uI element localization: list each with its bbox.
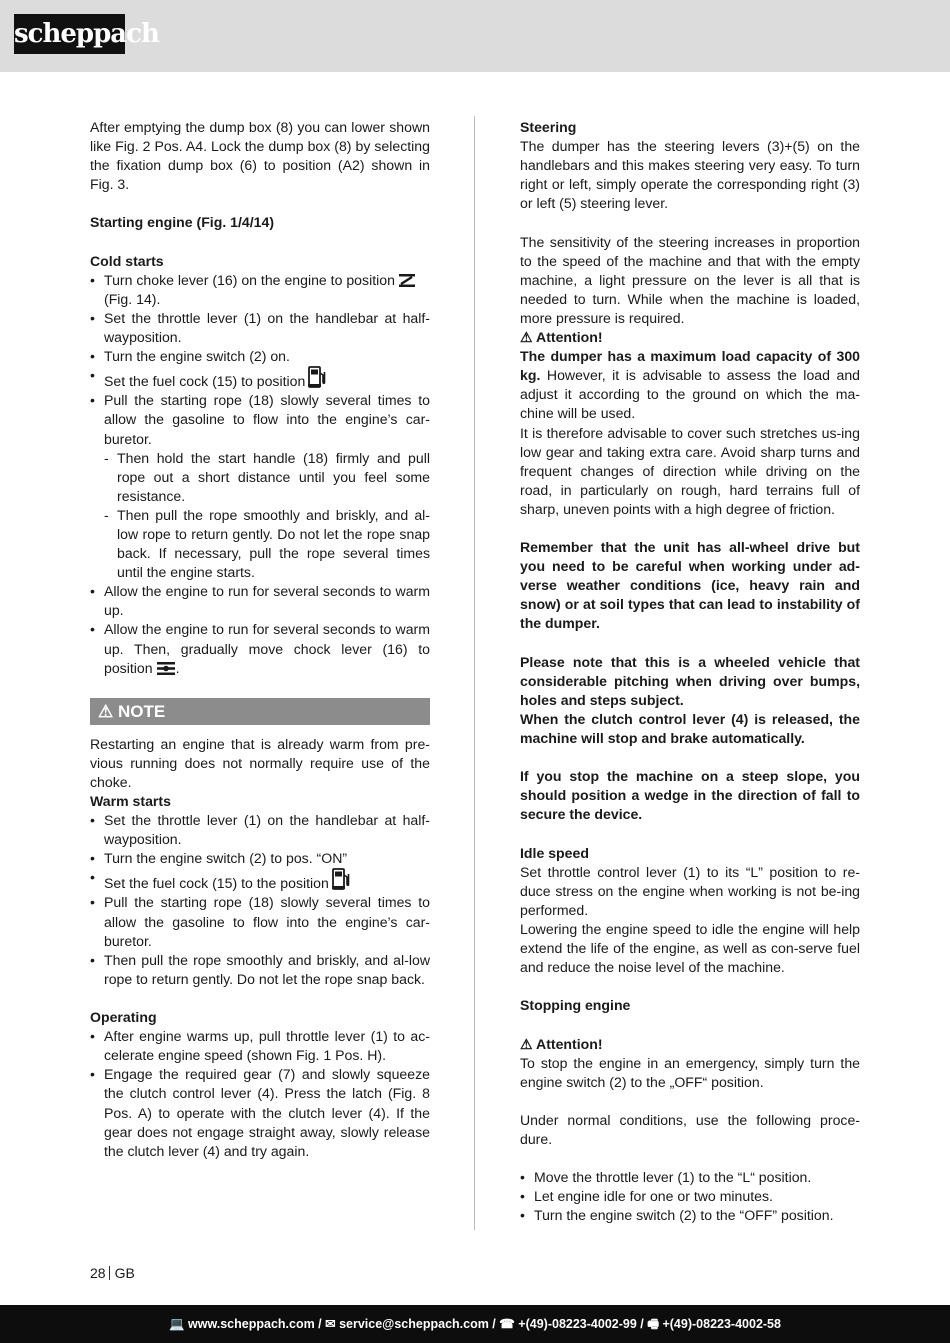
normal-conditions-text: Under normal conditions, use the following proce-dure. <box>520 1111 860 1147</box>
list-item: - Then hold the start handle (18) firmly and pull rope out a short distance until you feel some resistance. <box>90 449 430 506</box>
list-item: • Let engine idle for one or two minutes. <box>520 1187 860 1206</box>
list-item: • Allow the engine to run for several seconds to warm up. <box>90 582 430 620</box>
list-item: • Turn the engine switch (2) to pos. “ON” <box>90 849 430 868</box>
list-item: - Then pull the rope smoothly and briskly, and al-low rope to return gently. Do not let the rope snap back. If necessary, pull the rope several times until the engine starts. <box>90 506 430 582</box>
attention-label: ⚠ Attention! <box>520 329 603 346</box>
list-item: • Set the throttle lever (1) on the handlebar at half-wayposition. <box>90 309 430 347</box>
list-item: • Turn choke lever (16) on the engine to position (Fig. 14). <box>90 271 430 309</box>
list-item: • Turn the engine switch (2) to the “OFF” position. <box>520 1206 860 1225</box>
note-text: Restarting an engine that is already warm from pre-vious running does not normally require use of the choke. <box>90 735 430 790</box>
list-item: • Allow the engine to run for several seconds to warm up. Then, gradually move chock lever (16) to position . <box>90 620 430 677</box>
steering-heading: Steering <box>520 119 577 135</box>
column-divider <box>474 116 475 1230</box>
warm-starts-heading: Warm starts <box>90 793 171 809</box>
stopping-list <box>520 1168 860 1225</box>
operating-list <box>90 1027 430 1161</box>
list-item: • Turn the engine switch (2) on. <box>90 347 430 366</box>
right-column <box>520 118 860 1225</box>
slope-warning: If you stop the machine on a steep slope, you should position a wedge in the direction of fall to secure the device. <box>520 768 860 823</box>
remember-warning: Remember that the unit has all-wheel drive but you need to be careful when working under ad-verse weather conditions (ice, heavy rain and snow) or at soil types that can lead to instability of the dumper. <box>520 539 860 632</box>
clutch-warning: When the clutch control lever (4) is released, the machine will stop and brake automatically. <box>520 710 860 746</box>
page-number: 28 <box>90 1265 106 1281</box>
capacity-paragraph: The dumper has a maximum load capacity of 300 kg. However, it is advisable to assess the load and adjust it according to the ground on which the ma-chine will be used. <box>520 348 860 422</box>
note-banner: ⚠ NOTE <box>90 698 430 725</box>
starting-engine-heading: Starting engine (Fig. 1/4/14) <box>90 214 275 231</box>
fuel-pump-icon <box>332 868 350 890</box>
list-item: • Then pull the rope smoothly and briskly, and al-low rope to return gently. Do not let the rope snap back. <box>90 951 430 989</box>
list-item: • After engine warms up, pull throttle lever (1) to ac-celerate engine speed (shown Fig. 1 Pos. H). <box>90 1027 430 1065</box>
page-number-footer <box>90 1265 135 1281</box>
fuel-pump-icon <box>308 366 326 388</box>
cold-starts-list <box>90 271 430 678</box>
intro-paragraph: After emptying the dump box (8) you can lower shown like Fig. 2 Pos. A4. Lock the dump box (8) by selecting the fixation dump box (6) to position (A2) shown in Fig. 3. <box>90 119 430 193</box>
attention-label: ⚠ Attention! <box>520 1035 603 1052</box>
choke-closed-icon <box>398 273 416 288</box>
steering-text: The dumper has the steering levers (3)+(5) on the handlebars and this makes steering very easy. To turn right or left, simply operate the corresponding right (3) or left (5) steering lever. <box>520 138 860 212</box>
list-item: • Engage the required gear (7) and slowly squeeze the clutch control lever (4). Press the latch (Fig. 8 Pos. A) to operate with the clutch lever (4). If the gear does not engage straight away, slowly release the clutch lever (4) and try again. <box>90 1065 430 1160</box>
cold-starts-heading: Cold starts <box>90 252 164 269</box>
choke-open-icon <box>156 661 176 676</box>
language-code: GB <box>114 1265 135 1281</box>
list-item: • Pull the starting rope (18) slowly several times to allow the gasoline to flow into the engine’s car-buretor. - Then hold the start handle (18) firmly and pull rope out a short distance until you feel some resistance. - Then pull the rope smoothly and briskly, and al-low rope to return gently. Do not let the rope snap back. If necessary, pull the rope several times until the engine starts. <box>90 391 430 582</box>
idle-text-2: Lowering the engine speed to idle the engine will help extend the life of the engine, as well as con-serve fuel and reduce the noise level of the machine. <box>520 920 860 976</box>
stopping-engine-heading: Stopping engine <box>520 997 631 1014</box>
idle-speed-heading: Idle speed <box>520 844 589 861</box>
idle-text-1: Set throttle control lever (1) to its “L” position to re-duce stress on the engine when working is not be-ing performed. <box>520 863 860 918</box>
sub-list <box>90 449 430 583</box>
left-column <box>90 118 430 1161</box>
list-item: • Pull the starting rope (18) slowly several times to allow the gasoline to flow into the engine’s car-buretor. <box>90 893 430 950</box>
list-item: • Set the throttle lever (1) on the handlebar at half-wayposition. <box>90 811 430 849</box>
page-header <box>0 0 950 72</box>
warm-starts-list <box>90 811 430 989</box>
list-item: • Move the throttle lever (1) to the “L“ position. <box>520 1168 860 1187</box>
advisable-text: It is therefore advisable to cover such stretches us-ing low gear and taking extra care. Avoid sharp turns and frequent changes of direction while driving on the road, in particularly on rough, hard terrains full of sharp, uneven points with a high degree of friction. <box>520 424 860 517</box>
wheeled-vehicle-warning: Please note that this is a wheeled vehicle that considerable pitching when driving over bumps, holes and steps subject. <box>520 653 860 708</box>
emergency-text: To stop the engine in an emergency, simply turn the engine switch (2) to the „OFF“ position. <box>520 1054 860 1090</box>
contact-footer: 💻 www.scheppach.com / ✉ service@scheppach.com / ☎ +(49)-08223-4002-99 / 🖷 +(49)-08223-4002-58 <box>0 1305 950 1343</box>
list-item: • Set the fuel cock (15) to the position <box>90 868 430 893</box>
scheppach-logo: scheppach <box>14 14 125 54</box>
operating-heading: Operating <box>90 1009 157 1026</box>
list-item: • Set the fuel cock (15) to position <box>90 366 430 391</box>
sensitivity-text: The sensitivity of the steering increases in proportion to the speed of the machine and that with the empty machine, a light pressure on the lever is all that is needed to turn. While when the machine is loaded, more pressure is required. <box>520 233 860 326</box>
